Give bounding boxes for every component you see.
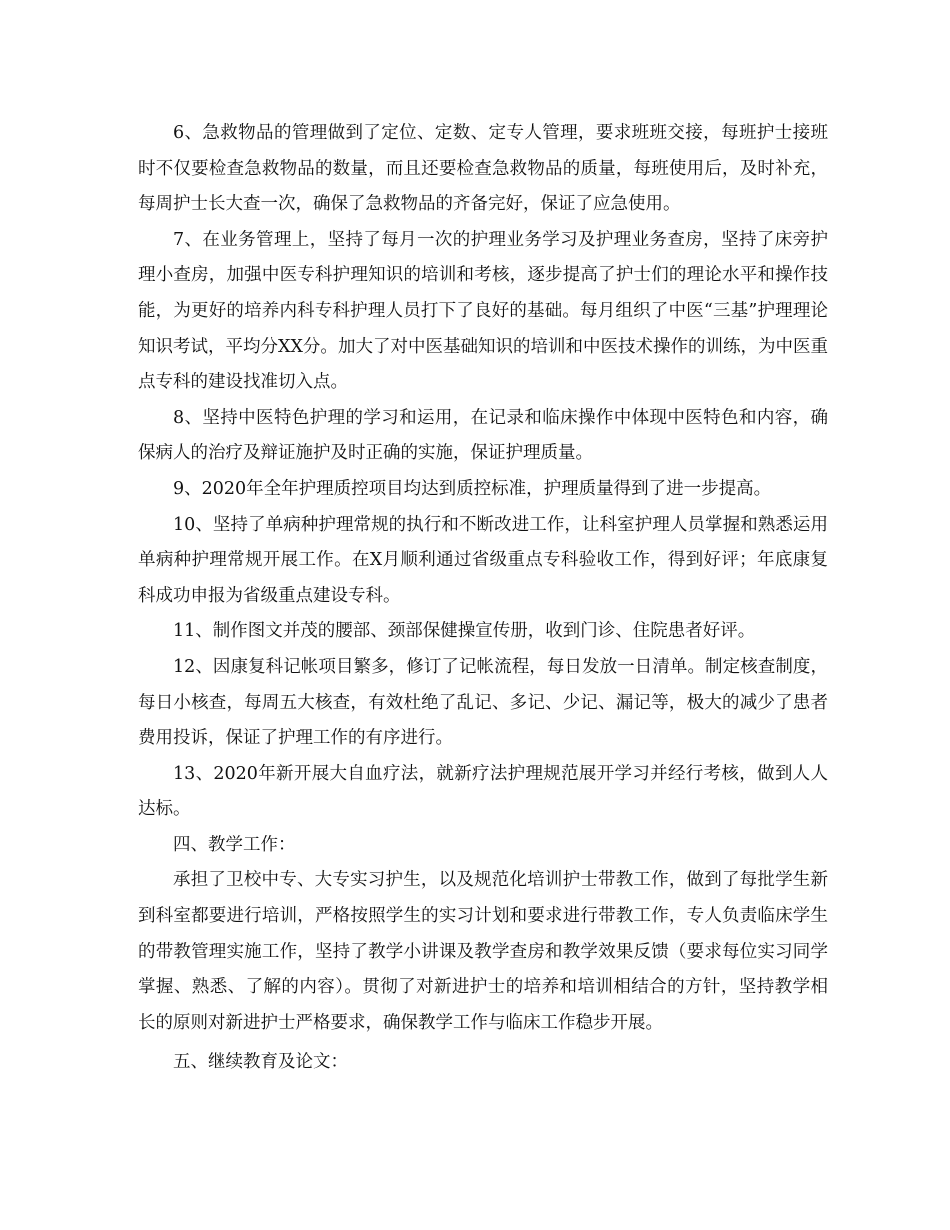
document-body: [138, 116, 828, 1081]
section-heading-teaching: 四、教学工作：: [173, 834, 296, 855]
paragraph-item-8: 8、坚持中医特色护理的学习和运用，在记录和临床操作中体现中医特色和内容，确保病人的治疗及辩证施护及时正确的实施，保证护理质量。: [138, 407, 828, 464]
paragraph-item-9: 9、2020年全年护理质控项目均达到质控标准，护理质量得到了进一步提高。: [173, 478, 772, 499]
paragraph-item-11: 11、制作图文并茂的腰部、颈部保健操宣传册，收到门诊、住院患者好评。: [173, 621, 756, 642]
paragraph-item-10: 10、坚持了单病种护理常规的执行和不断改进工作，让科室护理人员掌握和熟悉运用单病种护理常规开展工作。在X月顺利通过省级重点专科验收工作，得到好评；年底康复科成功申报为省级重点建设专科。: [138, 514, 828, 606]
section-heading-continuing-education: 五、继续教育及论文：: [173, 1052, 348, 1073]
paragraph-item-13: 13、2020年新开展大自血疗法，就新疗法护理规范展开学习并经行考核，做到人人达标。: [138, 763, 828, 820]
paragraph-item-12: 12、因康复科记帐项目繁多，修订了记帐流程，每日发放一日清单。制定核查制度，每日小核查，每周五大核查，有效杜绝了乱记、多记、少记、漏记等，极大的减少了患者费用投诉，保证了护理工作的有序进行。: [138, 656, 828, 749]
paragraph-item-7: 7、在业务管理上，坚持了每月一次的护理业务学习及护理业务查房，坚持了床旁护理小查房，加强中医专科护理知识的培训和考核，逐步提高了护士们的理论水平和操作技能，为更好的培养内科专科护理人员打下了良好的基础。每月组织了中医“三基”护理理论知识考试，平均分XX分。加大了对中医基础知识的培训和中医技术操作的训练，为中医重点专科的建设找准切入点。: [138, 229, 828, 393]
paragraph-item-6: 6、急救物品的管理做到了定位、定数、定专人管理，要求班班交接，每班护士接班时不仅要检查急救物品的数量，而且还要检查急救物品的质量，每班使用后，及时补充，每周护士长大查一次，确保了急救物品的齐备完好，保证了应急使用。: [138, 123, 828, 215]
section-body-teaching: 承担了卫校中专、大专实习护生，以及规范化培训护士带教工作，做到了每批学生新到科室都要进行培训，严格按照学生的实习计划和要求进行带教工作，专人负责临床学生的带教管理实施工作，坚持了教学小讲课及教学查房和教学效果反馈（要求每位实习同学掌握、熟悉、了解的内容）。贯彻了对新进护士的培养和培训相结合的方针，坚持教学相长的原则对新进护士严格要求，确保教学工作与临床工作稳步开展。: [138, 870, 828, 1033]
